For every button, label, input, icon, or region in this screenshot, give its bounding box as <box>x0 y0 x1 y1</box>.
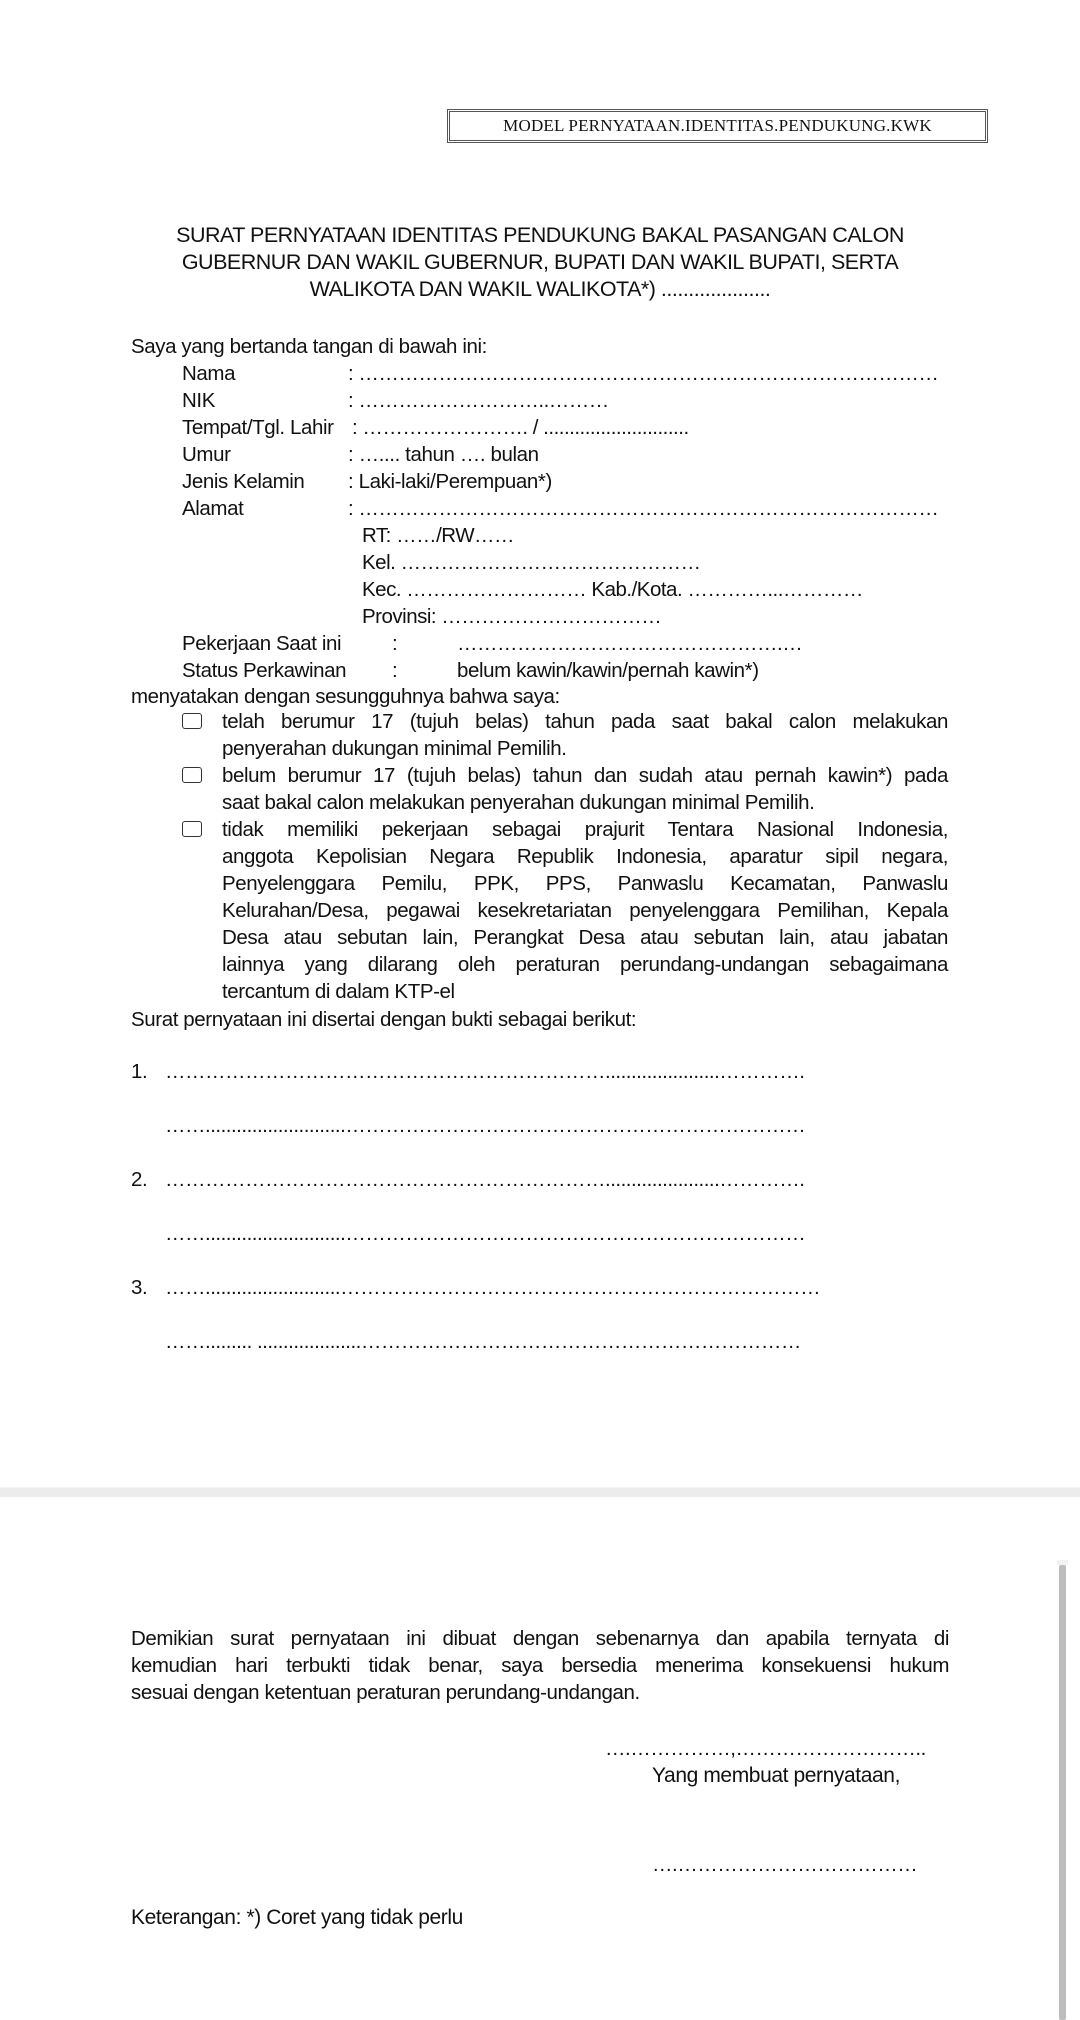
closing-paragraph <box>131 1625 949 1706</box>
evidence-number: 2. <box>131 1168 148 1191</box>
intro-text: Saya yang bertanda tangan di bawah ini: <box>131 335 487 358</box>
field-label-gender: Jenis Kelamin <box>182 470 305 493</box>
field-value-gender[interactable]: : Laki-laki/Perempuan*) <box>348 470 552 493</box>
evidence-line[interactable]: ……......... ....................………………………………………………………… <box>165 1330 801 1353</box>
field-label-pekerjaan: Pekerjaan Saat ini <box>182 632 342 655</box>
closing-line: Demikian surat pernyataan ini dibuat dengan sebenarnya dan apabila ternyata di <box>131 1627 949 1650</box>
scrollbar-thumb[interactable] <box>1059 1565 1066 2020</box>
statement-line: tercantum di dalam KTP-el <box>222 980 455 1003</box>
field-label-birth: Tempat/Tgl. Lahir <box>182 416 334 439</box>
title-line: SURAT PERNYATAAN IDENTITAS PENDUKUNG BAKAL PASANGAN CALON <box>176 223 904 247</box>
statement-text <box>222 708 948 762</box>
title-line: WALIKOTA DAN WAKIL WALIKOTA*) .................... <box>309 277 771 301</box>
model-code-box <box>447 109 988 143</box>
place-date-field[interactable]: ….……………,……………………….. <box>605 1737 926 1760</box>
field-label-status-perkawinan: Status Perkawinan <box>182 659 347 682</box>
evidence-line[interactable]: ……...........................…………………………………………………………… <box>165 1222 806 1245</box>
field-value-nama[interactable]: : …………………………………………………………………………… <box>348 362 939 385</box>
title-line: GUBERNUR DAN WAKIL GUBERNUR, BUPATI DAN WAKIL BUPATI, SERTA <box>181 250 899 274</box>
evidence-line[interactable]: …………………………………………………………......................…………. <box>165 1060 805 1083</box>
statement-line: anggota Kepolisian Negara Republik Indonesia, aparatur sipil negara, <box>222 845 948 868</box>
closing-line: kemudian hari terbukti tidak benar, saya bersedia menerima konsekuensi hukum <box>131 1654 949 1677</box>
statement-line: tidak memiliki pekerjaan sebagai prajurit Tentara Nasional Indonesia, <box>222 818 948 841</box>
statement-line: lainnya yang dilarang oleh peraturan perundang-undangan sebagaimana <box>222 953 948 976</box>
evidence-line[interactable]: ……..........................……………………………………………………………… <box>165 1276 821 1299</box>
statement-line: penyerahan dukungan minimal Pemilih. <box>222 737 567 760</box>
field-label-nik: NIK <box>182 389 215 412</box>
statement-line: belum berumur 17 (tujuh belas) tahun dan sudah atau pernah kawin*) pada <box>222 764 948 787</box>
field-label-alamat: Alamat <box>182 497 244 520</box>
statement-line: Penyelenggara Pemilu, PPK, PPS, Panwaslu Kecamatan, Panwaslu <box>222 872 948 895</box>
field-value-umur[interactable]: : ….... tahun …. bulan <box>348 443 539 466</box>
field-value-status-perkawinan[interactable]: belum kawin/kawin/pernah kawin*) <box>457 659 759 682</box>
address-provinsi[interactable]: Provinsi: …………………………… <box>362 605 662 628</box>
evidence-number: 3. <box>131 1276 148 1299</box>
footnote: Keterangan: *) Coret yang tidak perlu <box>131 1906 463 1929</box>
statement-checkbox[interactable] <box>182 821 202 837</box>
statement-text <box>222 762 948 816</box>
address-kecamatan-kabkota[interactable]: Kec. ……………………… Kab./Kota. …………...………… <box>362 578 863 601</box>
statement-line: Kelurahan/Desa, pegawai kesekretariatan penyelenggara Pemilihan, Kepala <box>222 899 948 922</box>
statement-text <box>222 816 948 1005</box>
evidence-intro: Surat pernyataan ini disertai dengan bukti sebagai berikut: <box>131 1008 637 1031</box>
signature-line[interactable]: ….……………………………… <box>652 1853 918 1876</box>
statement-checkbox[interactable] <box>182 767 202 783</box>
field-label-umur: Umur <box>182 443 231 466</box>
field-value-nik[interactable]: : ………………………..……… <box>348 389 609 412</box>
document-title <box>130 222 950 303</box>
field-colon: : <box>392 659 398 682</box>
evidence-number: 1. <box>131 1060 148 1083</box>
evidence-line[interactable]: …………………………………………………………......................…………. <box>165 1168 805 1191</box>
statement-line: saat bakal calon melakukan penyerahan dukungan minimal Pemilih. <box>222 791 815 814</box>
field-label-nama: Nama <box>182 362 236 385</box>
declaration-intro: menyatakan dengan sesungguhnya bahwa saya: <box>131 685 560 708</box>
address-kelurahan[interactable]: Kel. ……………………………………… <box>362 551 701 574</box>
statement-line: Desa atau sebutan lain, Perangkat Desa atau sebutan lain, atau jabatan <box>222 926 948 949</box>
address-rt-rw[interactable]: RT: ……/RW…… <box>362 524 515 547</box>
field-value-alamat[interactable]: : …………………………………………………………………………… <box>348 497 939 520</box>
field-value-pekerjaan[interactable]: ………………………………………….… <box>457 632 803 655</box>
signer-label: Yang membuat pernyataan, <box>652 1764 901 1787</box>
closing-line: sesuai dengan ketentuan peraturan perundang-undangan. <box>131 1681 640 1704</box>
field-colon: : <box>392 632 398 655</box>
statement-line: telah berumur 17 (tujuh belas) tahun pada saat bakal calon melakukan <box>222 710 948 733</box>
evidence-line[interactable]: ……...........................…………………………………………………………… <box>165 1114 806 1137</box>
field-value-birth[interactable]: : ……………………. / ............................ <box>352 416 689 439</box>
model-code: MODEL PERNYATAAN.IDENTITAS.PENDUKUNG.KWK <box>503 116 932 135</box>
page-break <box>0 1487 1080 1497</box>
statement-checkbox[interactable] <box>182 713 202 729</box>
